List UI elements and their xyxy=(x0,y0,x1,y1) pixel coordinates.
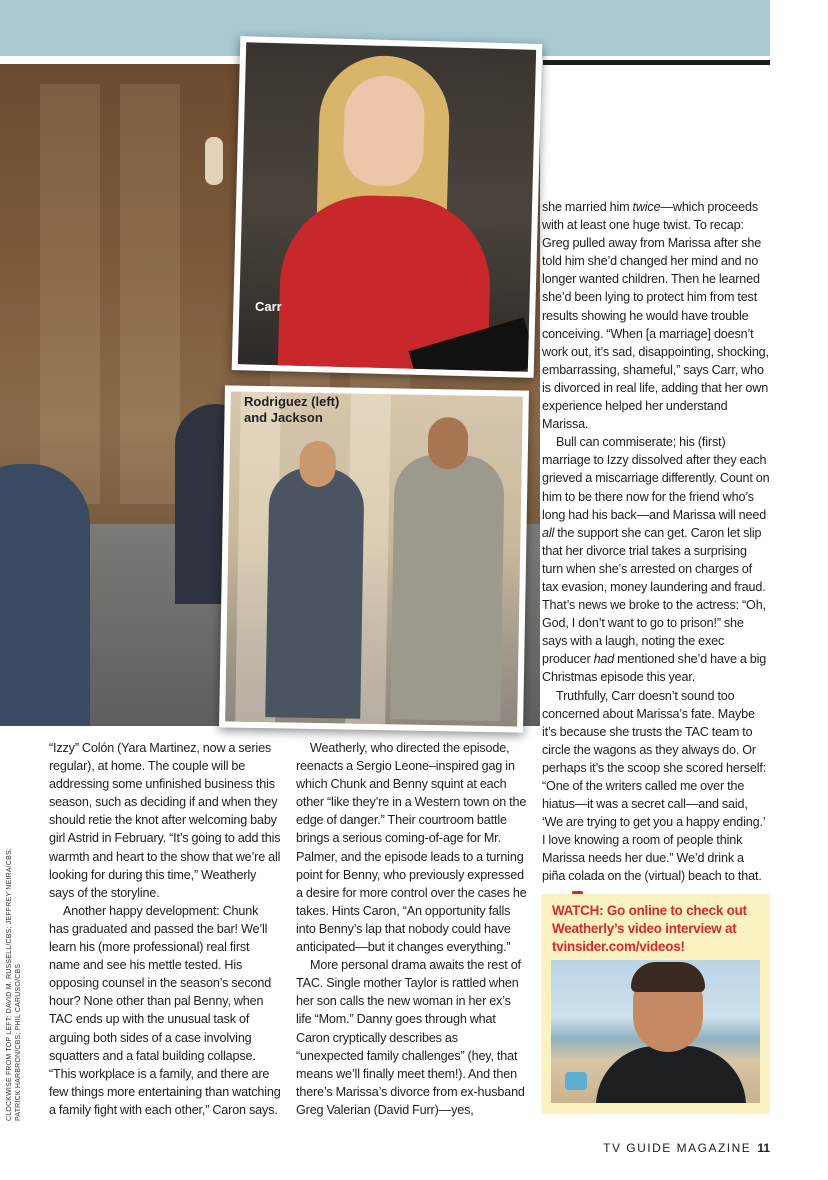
paragraph: More personal drama awaits the rest of TAC. Single mother Taylor is rattled when her son calls the new woman in her ex’s life “Mom.” Danny goes through what Caron cryptically describes as “unexpected family challenges” (hey, that means we’ll finally meet them!). And then there’s Marissa’s divorce from ex-husband Greg Valerian (David Furr)—yes, xyxy=(296,958,525,1117)
paragraph: she married him twice—which proceeds with at least one huge twist. To recap: Greg pulled away from Marissa after she told him she’d changed her mind and no longer wanted children. Then he learned she’d been lying to protect him from test results showing he would have trouble conceiving. “When [a marriage] doesn’t work out, it’s sad, disappointing, shocking, embarrassing, shameful,” says Carr, who is divorced in real life, adding that her own experience helped her understand Marissa. xyxy=(542,200,769,432)
video-thumbnail[interactable] xyxy=(551,960,760,1103)
page-folio xyxy=(603,1141,770,1155)
carr-caption: Carr xyxy=(255,299,282,314)
rodriguez-jackson-photo xyxy=(219,385,529,732)
paragraph: Truthfully, Carr doesn’t sound too concerned about Marissa’s fate. Maybe it’s because she trusts the TAC team to circle the wagons as they always do. Or perhaps it’s the scoop she scored herself: “One of the writers called me over the hiatus—it was a secret call—and said, ‘We are trying to get you a happy ending.’ I love knowing a room of people think Marissa needs her due.” We’d drink a piña colada on the (virtual) beach to that. xyxy=(542,687,770,904)
rodriguez-jackson-caption: Rodriguez (left) and Jackson xyxy=(244,394,340,425)
header-rule xyxy=(543,60,770,65)
article-column-2 xyxy=(296,739,528,1119)
magazine-name: TV GUIDE MAGAZINE xyxy=(603,1141,752,1155)
paragraph: “Izzy” Colón (Yara Martinez, now a series regular), at home. The couple will be addressing some unfinished business this season, such as deciding if and when they should retie the knot after welcoming baby girl Astrid in February. “It’s going to add this warmth and heart to the show that we’re all looking for during this time,” Weatherly says of the storyline. xyxy=(49,741,281,900)
article-column-3 xyxy=(542,198,770,904)
watch-video-text[interactable]: WATCH: Go online to check out Weatherly’s video interview at tvinsider.com/videos! xyxy=(552,903,747,954)
photo-credit: CLOCKWISE FROM TOP LEFT: DAVID M. RUSSELL/CBS; JEFFREY NEIRA/CBS; PATRICK HARBRON/CBS; PHIL CARUSO/CBS xyxy=(6,848,22,1121)
paragraph: Weatherly, who directed the episode, reenacts a Sergio Leone–inspired gag in which Chunk and Benny squint at each other “like they’re in a Western town on the edge of danger.” Their courtroom battle brings a serious coming-of-age for Mr. Palmer, and the episode leads to a turning point for Benny, who previously expressed a desire for more control over the cases he takes. Hints Caron, “An opportunity falls into Benny’s lap that nobody could have anticipated—but it changes everything.” xyxy=(296,741,527,955)
article-column-1 xyxy=(49,739,281,1119)
paragraph: Bull can commiserate; his (first) marriage to Izzy dissolved after they each grieved a miscarriage differently. Count on him to be there now for the friend who’s long had his back—and Marissa will need all the support she can get. Caron let slip that her divorce trial takes a surprising turn when she’s arrested on charges of tax evasion, money laundering and fraud. That’s news we broke to the actress: “Oh, God, I don’t want to go to prison!” she says with a laugh, noting the exec producer had mentioned she’d have a big Christmas episode this year. xyxy=(542,435,770,685)
watch-video-box[interactable] xyxy=(541,894,770,1114)
carr-photo xyxy=(232,36,543,378)
play-icon xyxy=(565,1072,587,1090)
paragraph: Another happy development: Chunk has graduated and passed the bar! We’ll learn his (more professional) real first name and see his mettle tested. His opposing counsel in the season’s second hour? None other than pal Benny, when TAC ends up with the unusual task of arguing both sides of a case involving squatters and a fatal building collapse. “This workplace is a family, and there are few things more entertaining than watching a family fight with each other,” Caron says. xyxy=(49,903,281,1117)
page-number: 11 xyxy=(757,1141,770,1155)
